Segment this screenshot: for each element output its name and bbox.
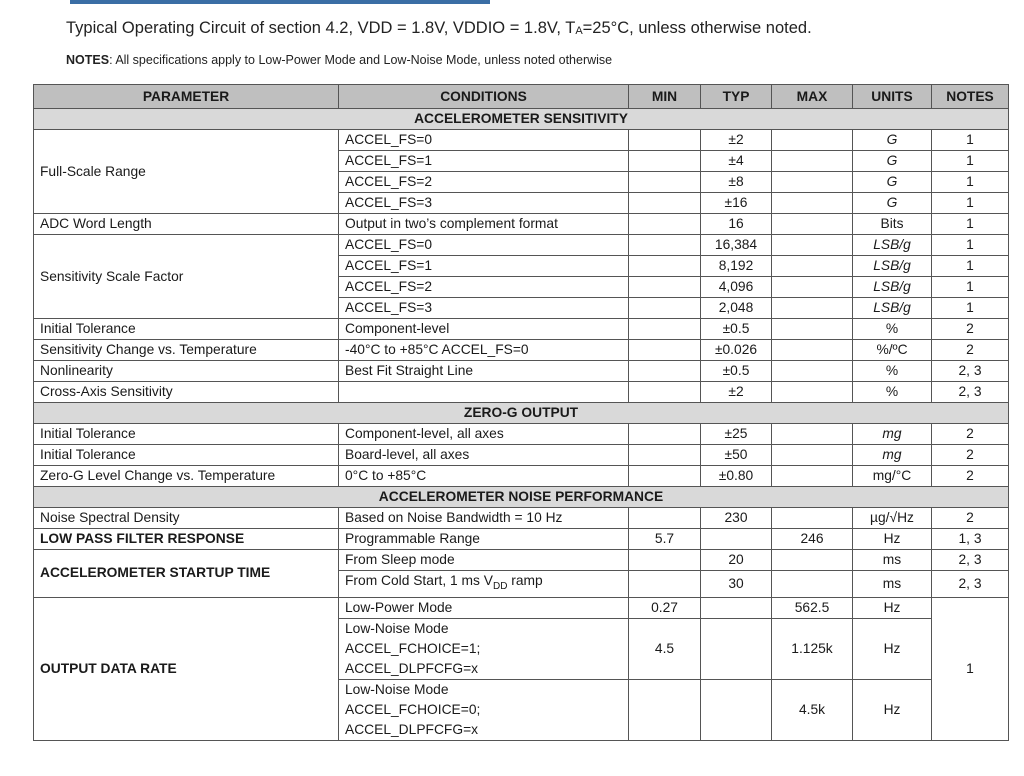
max-cell	[772, 214, 853, 235]
condition-cell: From Sleep mode	[339, 550, 629, 571]
table-header-row	[34, 85, 1009, 109]
notes-cell: 1	[932, 298, 1009, 319]
notes-cell: 1	[932, 277, 1009, 298]
condition-cell: Based on Noise Bandwidth = 10 Hz	[339, 508, 629, 529]
param-cell: LOW PASS FILTER RESPONSE	[34, 529, 339, 550]
notes-cell: 1	[932, 151, 1009, 172]
notes-cell: 1	[932, 130, 1009, 151]
condition-cell: ACCEL_FS=3	[339, 298, 629, 319]
typ-cell: ±25	[701, 424, 772, 445]
notes-cell: 1	[932, 172, 1009, 193]
max-cell	[772, 508, 853, 529]
condition-cell: Low-Noise Mode ACCEL_FCHOICE=0; ACCEL_DLPFCFG=x	[339, 679, 629, 740]
typ-cell: ±2	[701, 382, 772, 403]
param-cell: Zero-G Level Change vs. Temperature	[34, 466, 339, 487]
table-row	[34, 529, 1009, 550]
table-row	[34, 445, 1009, 466]
notes-cell: 2	[932, 445, 1009, 466]
min-cell	[629, 172, 701, 193]
units-cell: %	[853, 319, 932, 340]
notes-cell: 1	[932, 235, 1009, 256]
table-row	[34, 382, 1009, 403]
condition-cell: ACCEL_FS=1	[339, 151, 629, 172]
max-cell	[772, 340, 853, 361]
typ-cell: ±0.5	[701, 361, 772, 382]
header-parameter: PARAMETER	[34, 85, 339, 109]
table-row	[34, 361, 1009, 382]
table-row	[34, 235, 1009, 256]
typ-cell: ±50	[701, 445, 772, 466]
condition-cell: From Cold Start, 1 ms $V_{DD}$ ramp	[339, 571, 629, 598]
condition-cell: ACCEL_FS=2	[339, 172, 629, 193]
typ-cell: 16,384	[701, 235, 772, 256]
max-cell	[772, 571, 853, 598]
section-noise-performance: ACCELEROMETER NOISE PERFORMANCE	[34, 487, 1009, 508]
notes-cell: 2	[932, 424, 1009, 445]
typ-cell: 230	[701, 508, 772, 529]
param-cell: Cross-Axis Sensitivity	[34, 382, 339, 403]
notes-cell: 2, 3	[932, 571, 1009, 598]
units-cell: G	[853, 193, 932, 214]
notes-cell: 1, 3	[932, 529, 1009, 550]
condition-cell: ACCEL_FS=3	[339, 193, 629, 214]
typ-cell: 2,048	[701, 298, 772, 319]
max-cell	[772, 550, 853, 571]
min-cell	[629, 319, 701, 340]
operating-conditions-text: Typical Operating Circuit of section 4.2, VDD = 1.8V, VDDIO = 1.8V, $T_A=25^\circ C$, unless otherwise noted.	[66, 19, 812, 37]
typ-cell: ±0.026	[701, 340, 772, 361]
notes-cell: 2	[932, 319, 1009, 340]
header-conditions: CONDITIONS	[339, 85, 629, 109]
typ-cell: 8,192	[701, 256, 772, 277]
max-cell	[772, 361, 853, 382]
condition-cell: -40°C to +85°C ACCEL_FS=0	[339, 340, 629, 361]
section-zero-g-output: ZERO-G OUTPUT	[34, 403, 1009, 424]
section-heading-bar	[70, 0, 490, 4]
max-cell	[772, 172, 853, 193]
typ-cell	[701, 529, 772, 550]
condition-cell: ACCEL_FS=2	[339, 277, 629, 298]
max-cell	[772, 319, 853, 340]
header-units: UNITS	[853, 85, 932, 109]
min-cell	[629, 571, 701, 598]
units-cell: G	[853, 151, 932, 172]
condition-cell: ACCEL_FS=1	[339, 256, 629, 277]
condition-cell: Board-level, all axes	[339, 445, 629, 466]
param-cell: OUTPUT DATA RATE	[34, 597, 339, 740]
typ-cell: 4,096	[701, 277, 772, 298]
typ-cell: ±0.80	[701, 466, 772, 487]
units-cell: Hz	[853, 597, 932, 618]
table-row	[34, 597, 1009, 618]
units-cell: Hz	[853, 679, 932, 740]
max-cell	[772, 235, 853, 256]
min-cell	[629, 130, 701, 151]
units-cell: Hz	[853, 618, 932, 679]
min-cell	[629, 193, 701, 214]
max-cell	[772, 298, 853, 319]
units-cell: ms	[853, 550, 932, 571]
param-cell: Full-Scale Range	[34, 130, 339, 214]
table-row	[34, 130, 1009, 151]
condition-cell: Best Fit Straight Line	[339, 361, 629, 382]
condition-cell: ACCEL_FS=0	[339, 130, 629, 151]
notes-cell: 1	[932, 193, 1009, 214]
max-cell	[772, 277, 853, 298]
table-row	[34, 319, 1009, 340]
max-cell: 246	[772, 529, 853, 550]
typ-cell: 20	[701, 550, 772, 571]
header-min: MIN	[629, 85, 701, 109]
max-cell	[772, 424, 853, 445]
typ-cell: 16	[701, 214, 772, 235]
units-cell: mg/°C	[853, 466, 932, 487]
section-accelerometer-sensitivity: ACCELEROMETER SENSITIVITY	[34, 109, 1009, 130]
units-cell: mg	[853, 445, 932, 466]
min-cell	[629, 298, 701, 319]
notes-cell: 1	[932, 256, 1009, 277]
table-row	[34, 214, 1009, 235]
typ-cell: ±16	[701, 193, 772, 214]
condition-cell	[339, 382, 629, 403]
units-cell: %/ºC	[853, 340, 932, 361]
min-cell	[629, 214, 701, 235]
param-cell: Initial Tolerance	[34, 424, 339, 445]
table-row	[34, 508, 1009, 529]
typ-cell	[701, 597, 772, 618]
table-row	[34, 466, 1009, 487]
min-cell	[629, 679, 701, 740]
min-cell	[629, 382, 701, 403]
header-typ: TYP	[701, 85, 772, 109]
condition-cell: Component-level, all axes	[339, 424, 629, 445]
min-cell	[629, 466, 701, 487]
header-notes: NOTES	[932, 85, 1009, 109]
param-cell: Noise Spectral Density	[34, 508, 339, 529]
condition-cell: Component-level	[339, 319, 629, 340]
min-cell	[629, 445, 701, 466]
min-cell	[629, 256, 701, 277]
min-cell	[629, 361, 701, 382]
units-cell: Bits	[853, 214, 932, 235]
min-cell: 0.27	[629, 597, 701, 618]
min-cell	[629, 340, 701, 361]
max-cell: 562.5	[772, 597, 853, 618]
units-cell: G	[853, 130, 932, 151]
min-cell	[629, 277, 701, 298]
min-cell	[629, 151, 701, 172]
notes-cell: 2	[932, 508, 1009, 529]
max-cell	[772, 193, 853, 214]
param-cell: Nonlinearity	[34, 361, 339, 382]
condition-cell: Output in two’s complement format	[339, 214, 629, 235]
units-cell: LSB/g	[853, 235, 932, 256]
notes-cell: 2, 3	[932, 550, 1009, 571]
units-cell: LSB/g	[853, 256, 932, 277]
notes-cell: 2	[932, 340, 1009, 361]
min-cell	[629, 235, 701, 256]
condition-cell: ACCEL_FS=0	[339, 235, 629, 256]
condition-cell: Low-Power Mode	[339, 597, 629, 618]
param-cell: ACCELEROMETER STARTUP TIME	[34, 550, 339, 598]
notes-cell: 2, 3	[932, 382, 1009, 403]
accelerometer-spec-table	[33, 84, 1009, 741]
max-cell: 4.5k	[772, 679, 853, 740]
units-cell: %	[853, 361, 932, 382]
units-cell: ms	[853, 571, 932, 598]
condition-cell: 0°C to +85°C	[339, 466, 629, 487]
notes-cell: 2, 3	[932, 361, 1009, 382]
typ-cell: ±0.5	[701, 319, 772, 340]
units-cell: Hz	[853, 529, 932, 550]
units-cell: LSB/g	[853, 277, 932, 298]
typ-cell: ±4	[701, 151, 772, 172]
min-cell: 5.7	[629, 529, 701, 550]
param-cell: Initial Tolerance	[34, 319, 339, 340]
max-cell	[772, 466, 853, 487]
units-cell: µg/√Hz	[853, 508, 932, 529]
units-cell: mg	[853, 424, 932, 445]
max-cell	[772, 256, 853, 277]
min-cell: 4.5	[629, 618, 701, 679]
min-cell	[629, 424, 701, 445]
units-cell: %	[853, 382, 932, 403]
max-cell	[772, 151, 853, 172]
max-cell	[772, 445, 853, 466]
notes-cell: 1	[932, 214, 1009, 235]
param-cell: Sensitivity Change vs. Temperature	[34, 340, 339, 361]
typ-cell	[701, 679, 772, 740]
min-cell	[629, 508, 701, 529]
param-cell: Sensitivity Scale Factor	[34, 235, 339, 319]
header-max: MAX	[772, 85, 853, 109]
notes-cell: 1	[932, 597, 1009, 740]
typ-cell: ±8	[701, 172, 772, 193]
notes-text: NOTES: All specifications apply to Low-Power Mode and Low-Noise Mode, unless noted otherwise	[66, 53, 613, 67]
table-row	[34, 424, 1009, 445]
typ-cell: 30	[701, 571, 772, 598]
notes-cell: 2	[932, 466, 1009, 487]
typ-cell	[701, 618, 772, 679]
table-row	[34, 340, 1009, 361]
max-cell	[772, 382, 853, 403]
units-cell: LSB/g	[853, 298, 932, 319]
typ-cell: ±2	[701, 130, 772, 151]
condition-cell: Programmable Range	[339, 529, 629, 550]
min-cell	[629, 550, 701, 571]
param-cell: ADC Word Length	[34, 214, 339, 235]
condition-cell: Low-Noise Mode ACCEL_FCHOICE=1; ACCEL_DLPFCFG=x	[339, 618, 629, 679]
param-cell: Initial Tolerance	[34, 445, 339, 466]
table-row	[34, 550, 1009, 571]
max-cell	[772, 130, 853, 151]
units-cell: G	[853, 172, 932, 193]
max-cell: 1.125k	[772, 618, 853, 679]
